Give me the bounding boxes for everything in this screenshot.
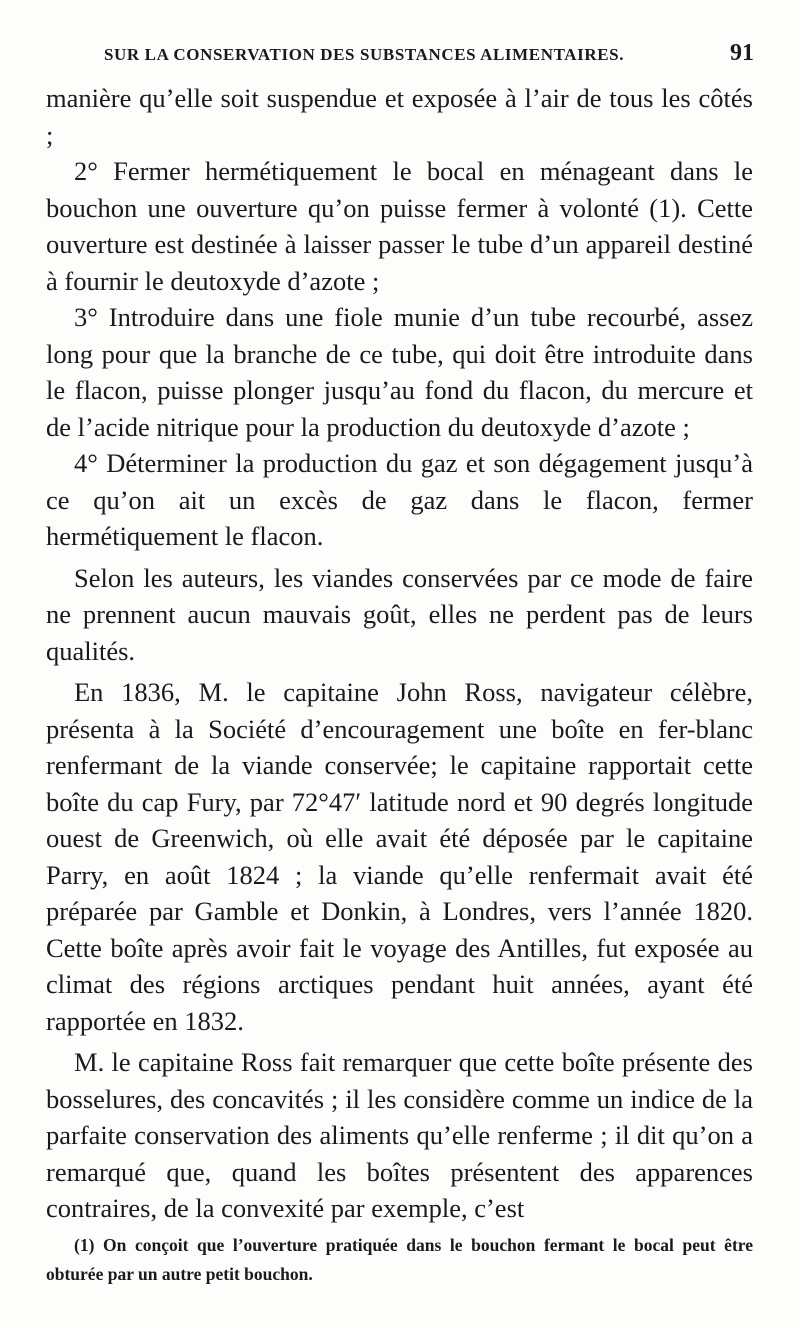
- footnote-1: (1) On conçoit que l’ouverture pratiquée dans le bouchon fermant le bocal peut être obturée par un autre petit bouchon.: [46, 1235, 753, 1284]
- footnotes: [46, 1231, 753, 1289]
- paragraph-authors: Selon les auteurs, les viandes conservées par ce mode de faire ne prennent aucun mauvais goût, elles ne perdent pas de leurs qualités.: [46, 562, 753, 666]
- paragraph-ross-remark: M. le capitaine Ross fait remarquer que cette boîte présente des bosselures, des concavités ; il les considère comme un indice de la parfaite conservation des aliments qu’elle renferme ; il dit qu’on a remarqué que, quand les boîtes présentent des apparences contraires, de la convexité par exemple, c’est: [46, 1047, 753, 1223]
- body-text: [46, 80, 753, 1227]
- paragraph-continued: manière qu’elle soit suspendue et exposée à l’air de tous les côtés ;: [46, 83, 753, 150]
- paragraph-step-4: 4° Déterminer la production du gaz et son dégagement jusqu’à ce qu’on ait un excès de gaz dans le flacon, fermer hermétiquement le flacon.: [46, 448, 753, 551]
- paragraph-step-2: 2° Fermer hermétiquement le bocal en ménageant dans le bouchon une ouverture qu’on puisse fermer à volonté (1). Cette ouverture est destinée à laisser passer le tube d’un appareil destiné à fournir le deutoxyde d’azote ;: [46, 156, 753, 296]
- paragraph-ross-1836: En 1836, M. le capitaine John Ross, navigateur célèbre, présenta à la Société d’encouragement une boîte en fer-blanc renfermant de la viande conservée; le capitaine rapportait cette boîte du cap Fury, par 72°47′ latitude nord et 90 degrés longitude ouest de Greenwich, où elle avait été déposée par le capitaine Parry, en août 1824 ; la viande qu’elle renfermait avait été préparée par Gamble et Donkin, à Londres, vers l’année 1820. Cette boîte après avoir fait le voyage des Antilles, fut exposée au climat des régions arctiques pendant huit années, ayant été rapportée en 1832.: [46, 677, 753, 1036]
- paragraph-step-3: 3° Introduire dans une fiole munie d’un tube recourbé, assez long pour que la branche de ce tube, qui doit être introduite dans le flacon, puisse plonger jusqu’au fond du flacon, du mercure et de l’acide nitrique pour la production du deutoxyde d’azote ;: [46, 302, 753, 442]
- running-title: SUR LA CONSERVATION DES SUBSTANCES ALIMENTAIRES.: [104, 45, 625, 64]
- running-head: [46, 40, 754, 68]
- page-number: 91: [730, 40, 754, 66]
